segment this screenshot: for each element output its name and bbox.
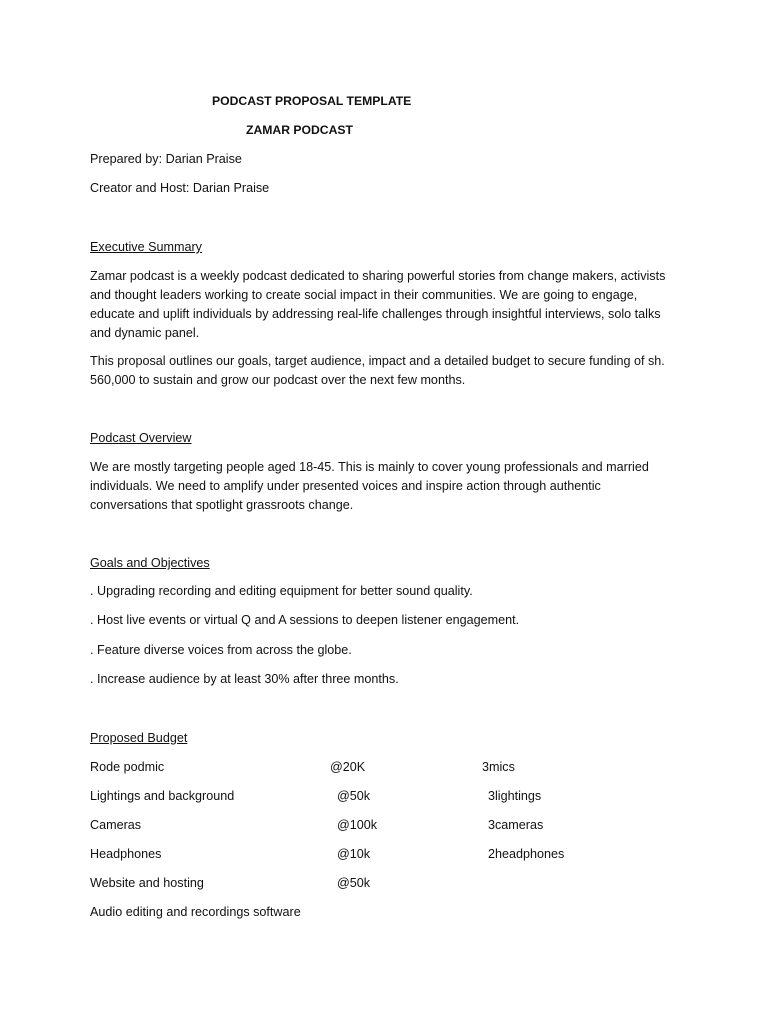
document-subtitle: ZAMAR PODCAST [246,123,353,137]
goal-item: . Upgrading recording and editing equipment for better sound quality. [90,584,473,598]
goal-item: . Host live events or virtual Q and A sessions to deepen listener engagement. [90,613,520,627]
budget-quantity: 3cameras [488,818,544,832]
budget-item: Lightings and background [90,789,235,803]
creator-host: Creator and Host: Darian Praise [90,181,270,195]
budget-quantity: 2headphones [488,847,565,861]
budget-cost: @50k [337,789,371,803]
budget-cost: @50k [337,876,371,890]
executive-summary-heading: Executive Summary [90,240,202,254]
budget-cost: @10k [337,847,371,861]
document-title: PODCAST PROPOSAL TEMPLATE [212,94,412,108]
goal-item: . Increase audience by at least 30% after three months. [90,672,399,686]
goals-heading: Goals and Objectives [90,556,210,570]
podcast-overview-paragraph: We are mostly targeting people aged 18-45. This is mainly to cover young professionals and married individuals. We need to amplify under presented voices and inspire action through authentic conversations that spotlight grassroots change. [90,460,649,512]
budget-quantity: 3mics [482,760,515,774]
budget-heading: Proposed Budget [90,731,188,745]
executive-summary-paragraph-1: Zamar podcast is a weekly podcast dedicated to sharing powerful stories from change makers, activists and thought leaders working to create social impact in their communities. We are going to engage, educate and uplift individuals by addressing real-life challenges through insightful interviews, solo talks and dynamic panel. [90,269,666,340]
budget-cost: @20K [330,760,366,774]
podcast-overview-heading: Podcast Overview [90,431,192,445]
budget-item: Rode podmic [90,760,165,774]
budget-item: Website and hosting [90,876,204,890]
executive-summary-paragraph-2: This proposal outlines our goals, target audience, impact and a detailed budget to secure funding of sh. 560,000 to sustain and grow our podcast over the next few months. [90,354,665,387]
goal-item: . Feature diverse voices from across the globe. [90,643,352,657]
budget-item: Audio editing and recordings software [90,905,301,919]
budget-item: Cameras [90,818,142,832]
prepared-by: Prepared by: Darian Praise [90,152,242,166]
budget-cost: @100k [337,818,378,832]
budget-item: Headphones [90,847,162,861]
budget-quantity: 3lightings [488,789,542,803]
